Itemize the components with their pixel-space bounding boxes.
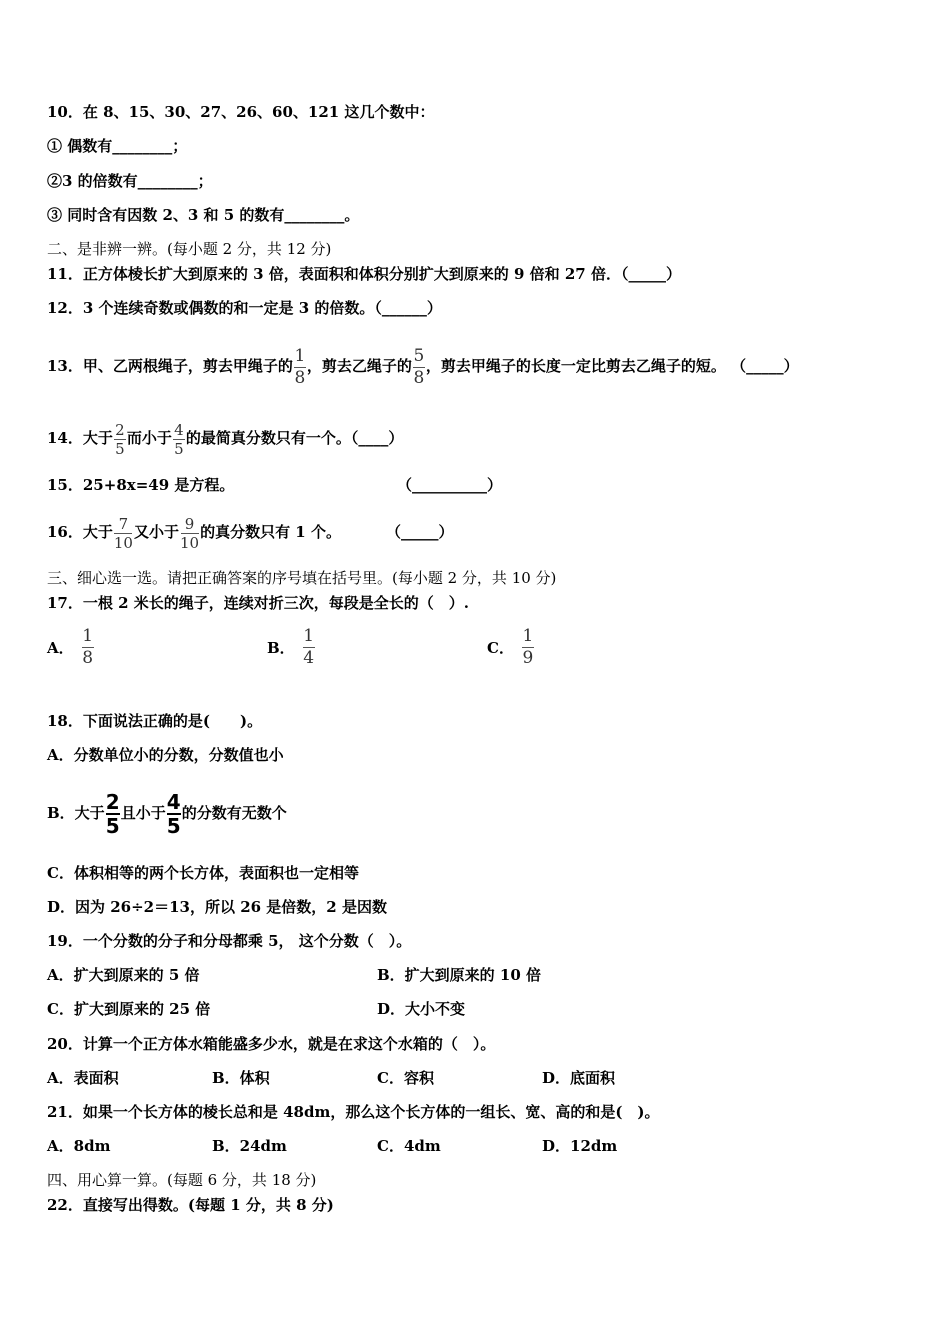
q10-sub1: ① 偶数有________； (47, 137, 188, 155)
q13-part3: ，剪去甲绳子的长度一定比剪去乙绳子的短。 （_____） (425, 357, 799, 375)
q18-option-a: A．分数单位小的分数，分数值也小 (47, 746, 284, 764)
q13-part1: 13．甲、乙两根绳子，剪去甲绳子的 (47, 357, 293, 375)
q19-option-b: B．扩大到原来的 10 倍 (377, 966, 541, 984)
section-2-heading: 二、是非辨一辨。(每小题 2 分，共 12 分) (47, 240, 332, 258)
q17-stem: 17．一根 2 米长的绳子，连续对折三次，每段是全长的（ ）. (47, 594, 469, 612)
q17-option-a-label: A． (47, 639, 74, 657)
q19-option-c: C．扩大到原来的 25 倍 (47, 1000, 211, 1018)
q16-fraction-1: $\frac{7}{10}$ (113, 514, 133, 552)
q20-option-c: C．容积 (377, 1069, 434, 1087)
q21-option-c: C．4dm (377, 1137, 441, 1155)
q18-option-b-part2: 且小于 (120, 804, 166, 822)
q18-option-d: D．因为 26÷2＝13，所以 26 是倍数，2 是因数 (47, 898, 387, 916)
q17-option-c (487, 627, 535, 668)
q18-option-b-fraction-2: $\frac{4}{5}$ (166, 790, 181, 838)
q14 (47, 408, 403, 468)
q12: 12．3 个连续奇数或偶数的和一定是 3 的倍数。（______） (47, 299, 442, 317)
q20-option-d: D．底面积 (542, 1069, 616, 1087)
q21-stem: 21．如果一个长方体的棱长总和是 48dm，那么这个长方体的一组长、宽、高的和是( )。 (47, 1103, 660, 1121)
q14-part3: 的最简真分数只有一个。（____） (185, 429, 404, 447)
q16-blank: （_____） (386, 523, 454, 541)
q17-option-b-fraction: $\frac{1}{4}$ (303, 626, 315, 668)
q15: 15．25+8x=49 是方程。 (47, 476, 235, 494)
q17-option-c-label: C． (487, 639, 514, 657)
q18-option-b-fraction-1: $\frac{2}{5}$ (105, 790, 120, 838)
q18-stem: 18．下面说法正确的是( )。 (47, 712, 263, 730)
q16-part2: 又小于 (133, 523, 179, 541)
q17-option-a (47, 627, 95, 668)
q18-option-b (47, 776, 287, 850)
q16-part3: 的真分数只有 1 个。 (200, 523, 341, 541)
q20-option-b: B．体积 (212, 1069, 270, 1087)
q21-option-b: B．24dm (212, 1137, 287, 1155)
q18-option-c: C．体积相等的两个长方体，表面积也一定相等 (47, 864, 359, 882)
q10-stem: 10．在 8、15、30、27、26、60、121 这几个数中： (47, 103, 435, 121)
q13-part2: ，剪去乙绳子的 (306, 357, 412, 375)
q13-fraction-2: $\frac{5}{8}$ (413, 345, 425, 388)
q15-blank: （__________） (397, 476, 503, 494)
q11: 11．正方体棱长扩大到原来的 3 倍，表面积和体积分别扩大到原来的 9 倍和 27 倍．（_____） (47, 265, 681, 283)
q22: 22．直接写出得数。(每题 1 分，共 8 分) (47, 1196, 334, 1214)
q17-option-b (267, 627, 316, 668)
q18-option-b-part1: B．大于 (47, 804, 105, 822)
q14-fraction-1: $\frac{2}{5}$ (115, 420, 125, 458)
q19-option-d: D．大小不变 (377, 1000, 466, 1018)
q17-option-c-fraction: $\frac{1}{9}$ (522, 626, 534, 668)
q17-option-b-label: B． (267, 639, 295, 657)
q13-fraction-1: $\frac{1}{8}$ (294, 345, 306, 388)
q14-part2: 而小于 (126, 429, 172, 447)
q20-stem: 20．计算一个正方体水箱能盛多少水，就是在求这个水箱的（ ）。 (47, 1035, 496, 1053)
q18-option-b-part3: 的分数有无数个 (181, 804, 287, 822)
q10-sub3: ③ 同时含有因数 2、3 和 5 的数有________。 (47, 206, 360, 224)
q19-option-a: A．扩大到原来的 5 倍 (47, 966, 200, 984)
q16-part1: 16．大于 (47, 523, 113, 541)
q16-fraction-2: $\frac{9}{10}$ (179, 514, 200, 552)
q20-option-a: A．表面积 (47, 1069, 119, 1087)
q19-stem: 19．一个分数的分子和分母都乘 5， 这个分数（ ）。 (47, 932, 412, 950)
q17-option-a-fraction: $\frac{1}{8}$ (82, 626, 94, 668)
q21-option-d: D．12dm (542, 1137, 618, 1155)
section-4-heading: 四、用心算一算。(每题 6 分，共 18 分) (47, 1171, 317, 1189)
q16 (47, 502, 341, 562)
q14-part1: 14．大于 (47, 429, 113, 447)
q13 (47, 333, 799, 399)
section-3-heading: 三、细心选一选。请把正确答案的序号填在括号里。(每小题 2 分，共 10 分) (47, 569, 557, 587)
q21-option-a: A．8dm (47, 1137, 111, 1155)
q14-fraction-2: $\frac{4}{5}$ (174, 420, 184, 458)
q10-sub2: ②3 的倍数有________； (47, 172, 213, 190)
